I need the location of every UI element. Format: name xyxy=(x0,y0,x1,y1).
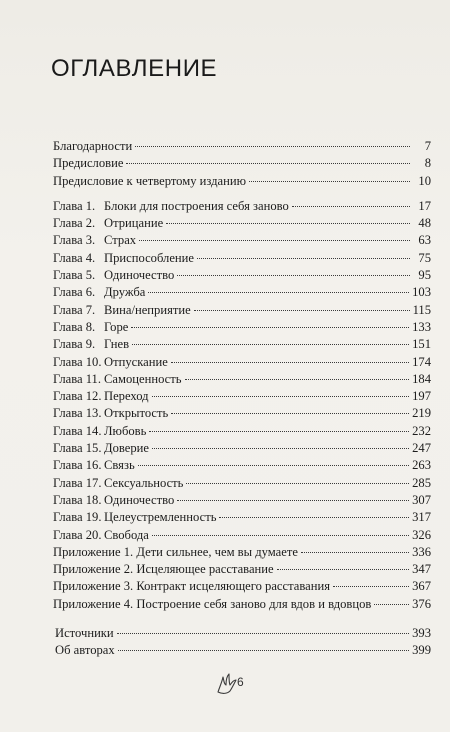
toc-entry-title: Контракт исцеляющего расставания xyxy=(136,579,330,594)
dot-leader xyxy=(131,326,409,328)
toc-entry-label xyxy=(53,544,298,561)
toc-entry-label xyxy=(53,440,149,457)
toc-entry-number: Глава 13. xyxy=(53,406,102,421)
dot-leader xyxy=(185,378,410,380)
toc-page-number: 336 xyxy=(412,544,431,559)
dot-leader xyxy=(148,291,409,293)
toc-entry-label xyxy=(53,509,216,526)
toc-entry-label xyxy=(53,371,182,388)
dot-leader xyxy=(197,257,410,259)
toc-entry xyxy=(53,596,431,613)
toc-entry-number: Глава 19. xyxy=(53,510,102,525)
toc-entry-title: Исцеляющее расставание xyxy=(136,562,274,577)
toc-page-number: 326 xyxy=(412,527,431,542)
toc-entry-label xyxy=(53,405,168,422)
dot-leader xyxy=(171,412,409,414)
toc-entry-title: Свобода xyxy=(104,527,149,542)
toc-entry-title: Вина/неприятие xyxy=(104,302,191,317)
toc-entry xyxy=(53,544,431,561)
dot-leader xyxy=(132,343,409,345)
toc-entry xyxy=(53,336,431,353)
toc-entry-label xyxy=(53,423,146,440)
toc-entry-number: Глава 11. xyxy=(53,371,102,386)
toc-entry xyxy=(53,625,431,642)
dot-leader xyxy=(139,239,410,241)
toc-page-number: 75 xyxy=(418,250,431,265)
toc-entry-number: Глава 16. xyxy=(53,458,102,473)
toc-entry-number: Глава 3. xyxy=(53,233,96,248)
toc-entry-title: Одиночество xyxy=(104,268,175,283)
section-gap xyxy=(53,190,431,198)
toc-page-number: 8 xyxy=(424,156,431,171)
section-gap xyxy=(53,613,431,625)
toc-entry-title: Блоки для построения себя заново xyxy=(104,198,289,213)
toc-entry xyxy=(53,561,431,578)
toc-entry xyxy=(53,371,431,388)
toc-page-number: 347 xyxy=(412,562,431,577)
toc-entry-number: Глава 1. xyxy=(53,198,96,213)
toc-entry-label xyxy=(53,302,191,319)
toc-entry-title: Страх xyxy=(104,233,137,248)
toc-entry xyxy=(53,232,431,249)
toc-entry-number: Глава 9. xyxy=(53,337,96,352)
toc-entry xyxy=(53,284,431,301)
toc-entry-title: Переход xyxy=(104,389,149,404)
toc-page-number: 174 xyxy=(412,354,431,369)
dot-leader xyxy=(135,145,410,147)
toc-page-number: 317 xyxy=(412,510,431,525)
toc-page-number: 17 xyxy=(418,198,431,213)
toc-entry-title: Доверие xyxy=(104,441,149,456)
toc-entry xyxy=(53,642,431,659)
toc-entry-label xyxy=(53,336,129,353)
toc-entry-title: Сексуальность xyxy=(104,475,184,490)
toc-page-number: 63 xyxy=(418,233,431,248)
back-matter-section xyxy=(53,625,431,660)
toc-entry xyxy=(53,354,431,371)
toc-entry-label xyxy=(53,250,194,267)
toc-entry-label: Предисловие к четвертому изданию xyxy=(53,173,247,188)
toc-entry-title: Самоценность xyxy=(104,371,182,386)
toc-page-number: 367 xyxy=(412,579,431,594)
toc-page-number: 10 xyxy=(418,173,431,188)
toc-entry-number: Глава 14. xyxy=(53,423,102,438)
toc-entry-number: Приложение 1. xyxy=(53,544,134,559)
toc-entry xyxy=(53,319,431,336)
dot-leader xyxy=(374,603,409,605)
dot-leader xyxy=(277,568,409,570)
toc-entry-label xyxy=(53,354,168,371)
toc-page-number: 95 xyxy=(418,268,431,283)
table-of-contents xyxy=(53,138,431,660)
toc-entry-title: Дети сильнее, чем вы думаете xyxy=(136,544,298,559)
toc-entry-label xyxy=(53,232,136,249)
appendices-section xyxy=(53,544,431,613)
toc-entry-label xyxy=(53,492,174,509)
toc-page-number: 115 xyxy=(412,302,431,317)
toc-entry-label xyxy=(53,527,149,544)
toc-entry-label xyxy=(53,267,174,284)
toc-page-number: 184 xyxy=(412,371,431,386)
toc-page-number: 219 xyxy=(412,406,431,421)
toc-entry-title: Отрицание xyxy=(104,216,164,231)
dot-leader xyxy=(152,534,409,536)
toc-entry-title: Горе xyxy=(104,319,129,334)
toc-page-number: 151 xyxy=(412,337,431,352)
front-matter-section xyxy=(53,138,431,190)
toc-entry xyxy=(53,138,431,155)
dot-leader xyxy=(186,482,409,484)
toc-entry xyxy=(53,250,431,267)
toc-page-number: 247 xyxy=(412,441,431,456)
toc-entry xyxy=(53,405,431,422)
toc-entry-number: Глава 20. xyxy=(53,527,102,542)
toc-entry-number: Глава 4. xyxy=(53,250,96,265)
toc-entry-number: Глава 10. xyxy=(53,354,102,369)
toc-entry xyxy=(53,440,431,457)
toc-entry-number: Глава 15. xyxy=(53,441,102,456)
dot-leader xyxy=(219,516,409,518)
toc-entry-label: Благодарности xyxy=(53,139,133,153)
dot-leader xyxy=(194,309,410,311)
toc-entry xyxy=(53,578,431,595)
toc-entry xyxy=(53,457,431,474)
toc-entry-title: Дружба xyxy=(104,285,146,300)
toc-entry xyxy=(53,475,431,492)
toc-entry-label xyxy=(53,578,330,595)
toc-page-number: 48 xyxy=(418,216,431,231)
toc-entry xyxy=(53,198,431,215)
toc-page-number: 7 xyxy=(424,139,431,153)
toc-entry-label xyxy=(53,319,128,336)
toc-entry-title: Целеустремленность xyxy=(104,510,217,525)
toc-entry-number: Приложение 2. xyxy=(53,562,134,577)
toc-page-number: 399 xyxy=(412,643,431,658)
toc-entry xyxy=(53,302,431,319)
toc-entry-number: Глава 18. xyxy=(53,492,102,507)
toc-entry-label xyxy=(53,198,289,215)
toc-page-number: 376 xyxy=(412,596,431,611)
toc-entry xyxy=(53,509,431,526)
chapters-section xyxy=(53,198,431,544)
toc-entry-title: Приспособление xyxy=(104,250,194,265)
dot-leader xyxy=(117,632,409,634)
toc-page-number: 307 xyxy=(412,492,431,507)
dot-leader xyxy=(149,430,409,432)
toc-entry-number: Глава 5. xyxy=(53,268,96,283)
dot-leader xyxy=(138,464,409,466)
toc-entry-title: Связь xyxy=(104,458,135,473)
toc-entry-number: Приложение 3. xyxy=(53,579,134,594)
page-title: ОГЛАВЛЕНИЕ xyxy=(51,55,218,82)
toc-entry xyxy=(53,492,431,509)
toc-entry-number: Глава 17. xyxy=(53,475,102,490)
dot-leader xyxy=(292,205,410,207)
toc-entry-number: Глава 8. xyxy=(53,319,96,334)
toc-entry xyxy=(53,527,431,544)
toc-page-number: 393 xyxy=(412,626,431,641)
toc-page-number: 197 xyxy=(412,389,431,404)
dot-leader xyxy=(152,395,410,397)
toc-entry xyxy=(53,388,431,405)
toc-entry-label xyxy=(53,284,145,301)
toc-entry-number: Глава 6. xyxy=(53,285,96,300)
toc-entry-title: Отпускание xyxy=(104,354,168,369)
toc-entry-label xyxy=(53,215,163,232)
dot-leader xyxy=(126,162,410,164)
toc-entry xyxy=(53,267,431,284)
toc-entry-number: Глава 2. xyxy=(53,216,96,231)
toc-page-number: 133 xyxy=(412,319,431,334)
dot-leader xyxy=(301,551,409,553)
toc-entry-number: Приложение 4. xyxy=(53,596,134,611)
dot-leader xyxy=(171,361,409,363)
toc-entry-number: Глава 12. xyxy=(53,389,102,404)
toc-entry-label xyxy=(53,457,135,474)
toc-entry-label: Предисловие xyxy=(53,156,124,171)
dot-leader xyxy=(177,274,410,276)
toc-entry xyxy=(53,155,431,172)
dot-leader xyxy=(333,585,409,587)
toc-entry-title: Любовь xyxy=(104,423,147,438)
toc-entry-label: Об авторах xyxy=(55,643,115,658)
toc-entry-title: Построение себя заново для вдов и вдовцов xyxy=(136,596,372,611)
page-folio: 6 xyxy=(237,675,244,689)
dot-leader xyxy=(249,180,410,182)
toc-entry-label xyxy=(53,388,149,405)
toc-entry-number: Глава 7. xyxy=(53,302,96,317)
toc-page-number: 232 xyxy=(412,423,431,438)
toc-page-number: 263 xyxy=(412,458,431,473)
dot-leader xyxy=(166,222,410,224)
toc-entry-title: Гнев xyxy=(104,337,130,352)
toc-entry-label xyxy=(53,475,183,492)
dot-leader xyxy=(118,649,409,651)
toc-entry xyxy=(53,173,431,190)
toc-entry xyxy=(53,215,431,232)
toc-entry-label xyxy=(53,561,274,578)
toc-entry xyxy=(53,423,431,440)
toc-page-number: 285 xyxy=(412,475,431,490)
toc-page-number: 103 xyxy=(412,285,431,300)
dot-leader xyxy=(152,447,409,449)
toc-entry-label xyxy=(53,596,371,613)
dot-leader xyxy=(177,499,409,501)
toc-entry-title: Одиночество xyxy=(104,492,175,507)
toc-entry-title: Открытость xyxy=(104,406,169,421)
toc-entry-label: Источники xyxy=(55,626,114,641)
